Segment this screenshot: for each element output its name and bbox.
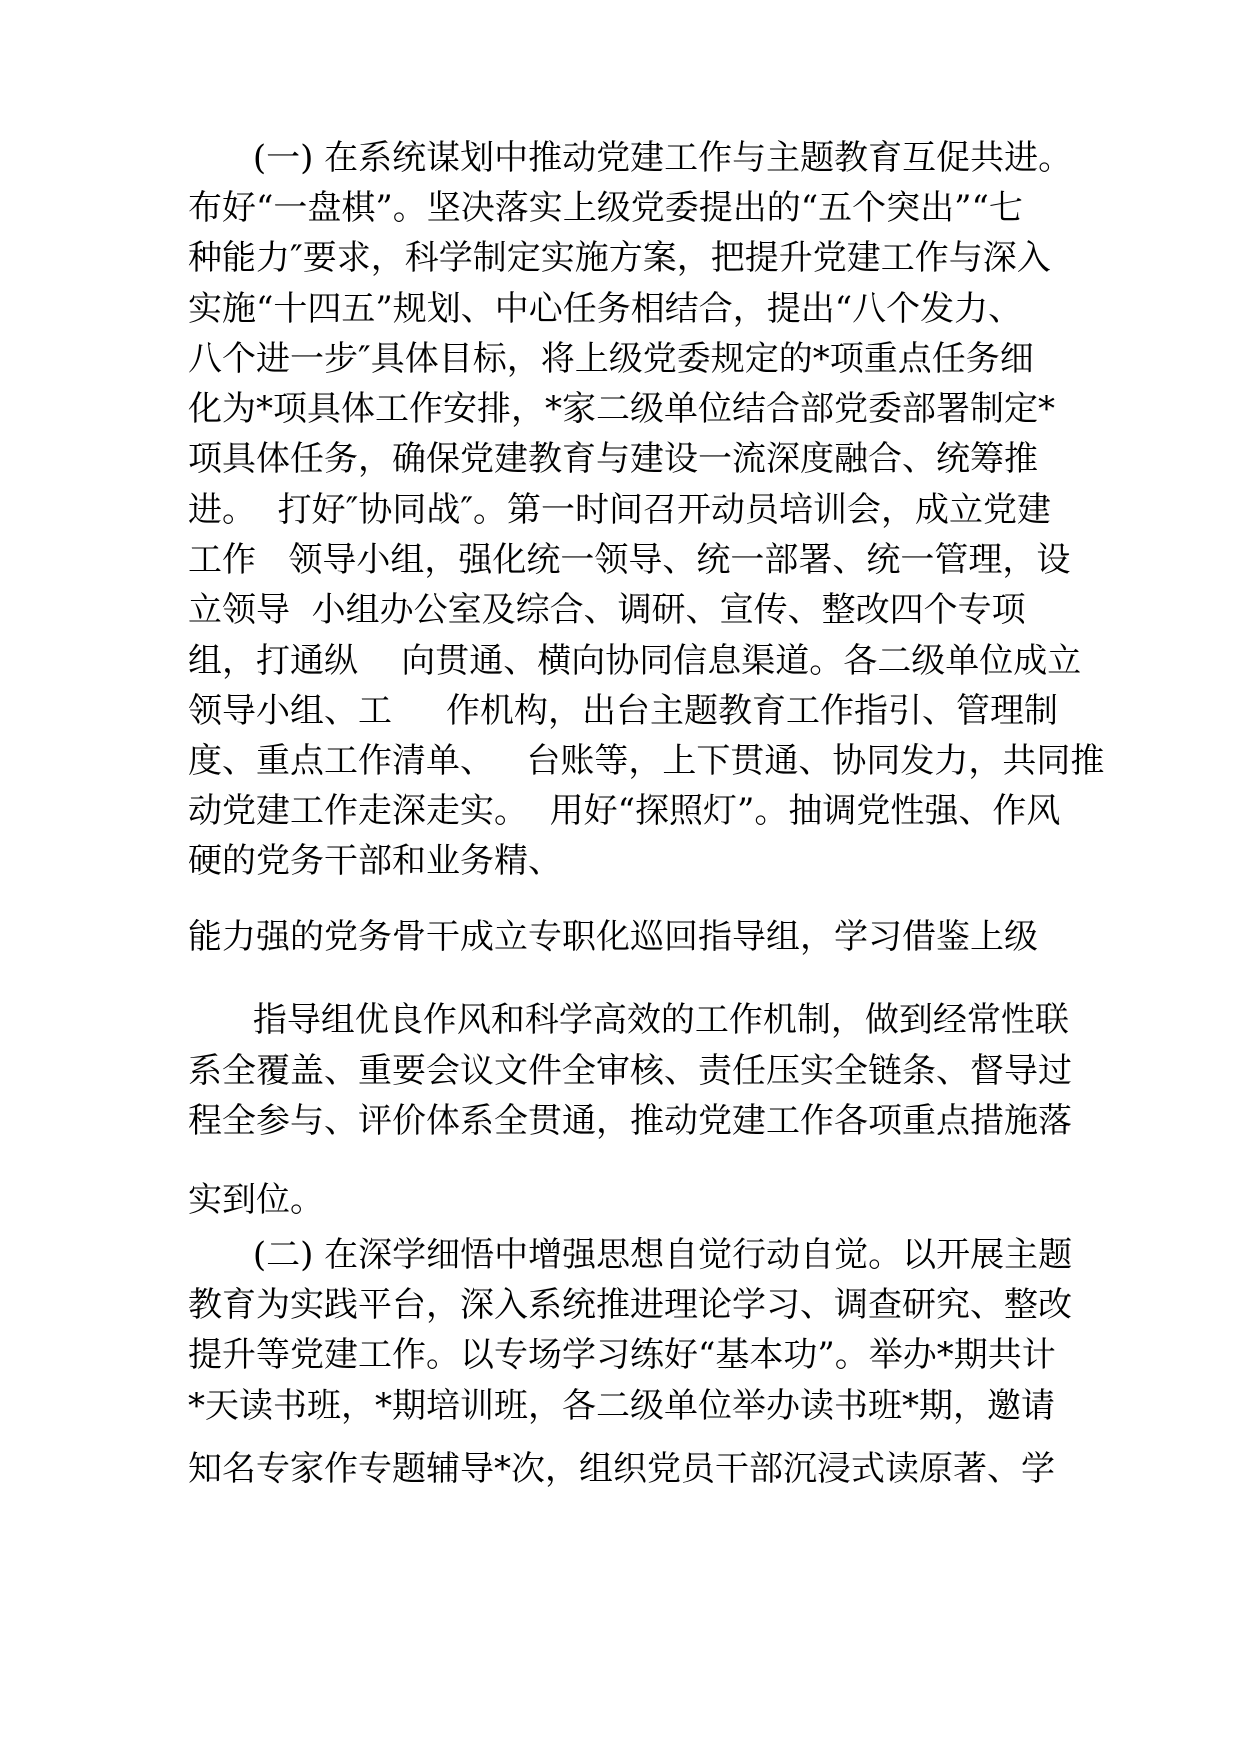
text-line: 能力强的党务骨干成立专职化巡回指导组，学习借鉴上级 (188, 917, 1038, 957)
text-line: 组，打通纵 向贯通、横向协同信息渠道。各二级单位成立 (188, 641, 1082, 681)
text-line: 提升等党建工作。以专场学习练好“基本功”。举办*期共计 (188, 1335, 1056, 1375)
text-line: 教育为实践平台，深入系统推进理论学习、调查研究、整改 (188, 1285, 1072, 1325)
text-line: 实施“十四五”规划、中心任务相结合，提出“八个发力、 (188, 289, 1023, 329)
text-line: 知名专家作专题辅导*次，组织党员干部沉浸式读原著、学 (188, 1449, 1055, 1489)
text-line: *天读书班，*期培训班，各二级单位举办读书班*期，邀请 (188, 1386, 1055, 1426)
text-line: 化为*项具体工作安排，*家二级单位结合部党委部署制定* (188, 389, 1055, 429)
text-line: 实到位。 (188, 1180, 324, 1220)
text-line: 立领导 小组办公室及综合、调研、宣传、整改四个专项 (188, 590, 1026, 630)
text-line: (一) 在系统谋划中推动党建工作与主题教育互促共进。 (188, 138, 1073, 178)
text-line: 工作 领导小组，强化统一领导、统一部署、统一管理，设 (188, 540, 1071, 580)
text-line: (二) 在深学细悟中增强思想自觉行动自觉。以开展主题 (188, 1235, 1073, 1275)
text-line: 程全参与、评价体系全贯通，推动党建工作各项重点措施落 (188, 1101, 1072, 1141)
text-line: 动党建工作走深走实。 用好“探照灯”。抽调党性强、作风 (188, 791, 1061, 831)
text-line: 领导小组、工 作机构，出台主题教育工作指引、管理制 (188, 691, 1059, 731)
text-line: 项具体任务，确保党建教育与建设一流深度融合、统筹推 (188, 439, 1038, 479)
text-line: 布好“一盘棋”。坚决落实上级党委提出的“五个突出”“七 (188, 188, 1023, 228)
text-line: 八个进一步″具体目标，将上级党委规定的*项重点任务细 (188, 339, 1034, 379)
text-line: 种能力″要求，科学制定实施方案，把提升党建工作与深入 (188, 238, 1051, 278)
text-line: 指导组优良作风和科学高效的工作机制，做到经常性联 (188, 1000, 1069, 1040)
text-line: 度、重点工作清单、 台账等，上下贯通、协同发力，共同推 (188, 741, 1105, 781)
text-line: 系全覆盖、重要会议文件全审核、责任压实全链条、督导过 (188, 1051, 1072, 1091)
text-line: 硬的党务干部和业务精、 (188, 841, 562, 881)
text-line: 进。 打好″协同战″。第一时间召开动员培训会，成立党建 (188, 490, 1052, 530)
